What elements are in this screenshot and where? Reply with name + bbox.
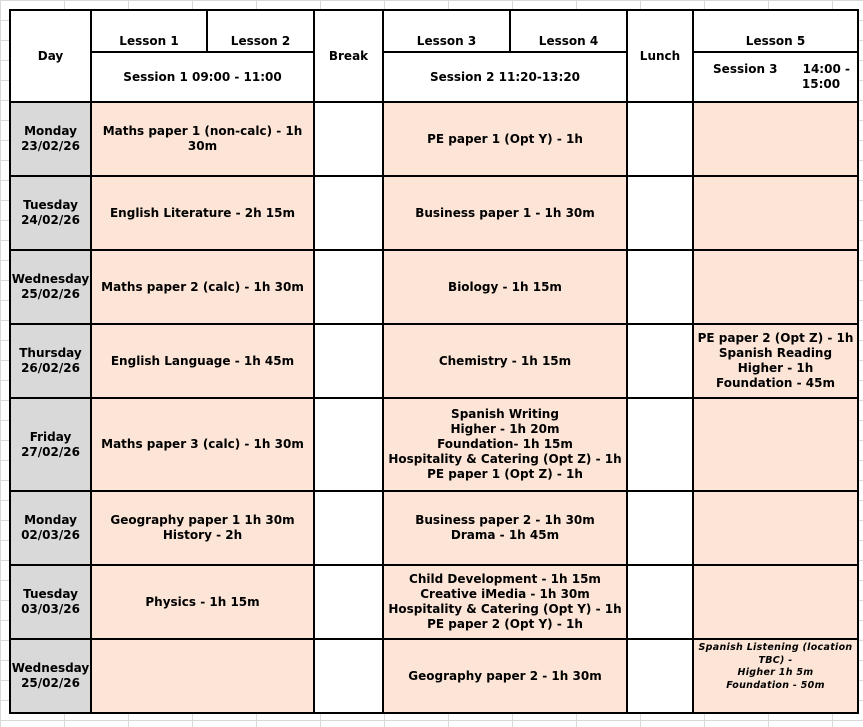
day-cell[interactable] xyxy=(10,176,91,250)
exam-line: Higher - 1h 20m xyxy=(450,422,560,436)
exam-line: Creative iMedia - 1h 30m xyxy=(420,587,590,601)
exam-line: History - 2h xyxy=(162,528,243,542)
header-lunch[interactable]: Lunch xyxy=(627,10,693,102)
day-date: 25/02/26 xyxy=(21,287,80,301)
break-cell[interactable] xyxy=(314,639,383,713)
exam-timetable xyxy=(9,9,859,714)
day-name: Friday xyxy=(29,429,72,444)
break-cell[interactable] xyxy=(314,398,383,491)
session-2-cell[interactable] xyxy=(383,102,627,176)
day-cell[interactable] xyxy=(10,250,91,324)
session-3-cell[interactable] xyxy=(693,565,858,639)
lunch-cell[interactable] xyxy=(627,565,693,639)
day-cell[interactable] xyxy=(10,102,91,176)
session-2-cell[interactable] xyxy=(383,176,627,250)
session-2-cell[interactable] xyxy=(383,639,627,713)
header-day[interactable]: Day xyxy=(10,10,91,102)
exam-line: Child Development - 1h 15m xyxy=(409,572,601,586)
session-3-cell[interactable] xyxy=(693,176,858,250)
break-cell[interactable] xyxy=(314,250,383,324)
header-session-2[interactable]: Session 2 11:20-13:20 xyxy=(383,52,627,102)
day-cell[interactable] xyxy=(10,491,91,565)
exam-line: Drama - 1h 45m xyxy=(450,528,560,542)
day-cell[interactable] xyxy=(10,398,91,491)
lunch-cell[interactable] xyxy=(627,250,693,324)
exam-line: Foundation- 1h 15m xyxy=(437,437,573,451)
exam-line: PE paper 1 (Opt Y) - 1h xyxy=(427,131,583,146)
exam-line: Business paper 2 - 1h 30m xyxy=(415,513,595,527)
header-lesson-4[interactable]: Lesson 4 xyxy=(510,10,627,52)
break-cell[interactable] xyxy=(314,176,383,250)
session-2-cell[interactable] xyxy=(383,324,627,398)
day-date: 25/02/26 xyxy=(21,676,80,690)
day-name: Monday xyxy=(24,124,77,138)
exam-line: Spanish Writing xyxy=(451,407,559,421)
day-cell[interactable] xyxy=(10,639,91,713)
exam-line: Biology - 1h 15m xyxy=(448,279,562,294)
exam-line: English Language - 1h 45m xyxy=(110,353,295,368)
exam-line: PE paper 2 (Opt Z) - 1h xyxy=(697,331,854,345)
break-cell[interactable] xyxy=(314,491,383,565)
session-1-cell[interactable] xyxy=(91,102,314,176)
session-1-cell[interactable] xyxy=(91,176,314,250)
session-2-cell[interactable] xyxy=(383,565,627,639)
table-row xyxy=(10,324,858,398)
header-session-3-line-1: Session 3 14:00 - xyxy=(713,62,850,76)
exam-line: Higher 1h 5m xyxy=(737,667,814,678)
exam-line: Spanish Listening (location TBC) - xyxy=(698,642,853,666)
session-3-cell[interactable] xyxy=(693,324,858,398)
lunch-cell[interactable] xyxy=(627,176,693,250)
day-date: 03/03/26 xyxy=(21,602,80,616)
table-row xyxy=(10,491,858,565)
lunch-cell[interactable] xyxy=(627,324,693,398)
break-cell[interactable] xyxy=(314,565,383,639)
table-row xyxy=(10,639,858,713)
header-session-3-line-2: 15:00 xyxy=(801,77,841,91)
day-date: 02/03/26 xyxy=(21,528,80,542)
session-1-cell[interactable] xyxy=(91,324,314,398)
session-1-cell[interactable] xyxy=(91,565,314,639)
break-cell[interactable] xyxy=(314,324,383,398)
exam-line: PE paper 1 (Opt Z) - 1h xyxy=(427,467,583,481)
table-row xyxy=(10,398,858,491)
exam-line: Foundation - 45m xyxy=(716,376,835,390)
day-cell[interactable] xyxy=(10,565,91,639)
header-lesson-5[interactable]: Lesson 5 xyxy=(693,10,858,52)
exam-line: Spanish Reading xyxy=(718,346,833,360)
header-lesson-2[interactable]: Lesson 2 xyxy=(207,10,314,52)
exam-line: Maths paper 2 (calc) - 1h 30m xyxy=(101,279,304,294)
header-session-1[interactable]: Session 1 09:00 - 11:00 xyxy=(91,52,314,102)
exam-line: Chemistry - 1h 15m xyxy=(438,353,572,368)
exam-line: Business paper 1 - 1h 30m xyxy=(415,205,595,220)
day-date: 26/02/26 xyxy=(21,361,80,375)
session-1-cell[interactable] xyxy=(91,491,314,565)
exam-line: Maths paper 3 (calc) - 1h 30m xyxy=(101,437,304,451)
exam-line: Higher - 1h xyxy=(737,361,814,375)
session-3-cell[interactable] xyxy=(693,491,858,565)
exam-line: Geography paper 2 - 1h 30m xyxy=(408,668,602,683)
exam-line: English Literature - 2h 15m xyxy=(109,205,295,220)
session-1-cell[interactable] xyxy=(91,398,314,491)
header-lesson-3[interactable]: Lesson 3 xyxy=(383,10,510,52)
table-row xyxy=(10,176,858,250)
day-date: 27/02/26 xyxy=(21,444,80,459)
session-3-cell[interactable] xyxy=(693,250,858,324)
day-cell[interactable] xyxy=(10,324,91,398)
session-2-cell[interactable] xyxy=(383,491,627,565)
table-row xyxy=(10,565,858,639)
session-2-cell[interactable] xyxy=(383,250,627,324)
lunch-cell[interactable] xyxy=(627,398,693,491)
break-cell[interactable] xyxy=(314,102,383,176)
session-3-cell[interactable] xyxy=(693,102,858,176)
day-name: Monday xyxy=(24,513,77,527)
lunch-cell[interactable] xyxy=(627,491,693,565)
exam-line: Physics - 1h 15m xyxy=(145,594,260,609)
day-name: Wednesday xyxy=(11,661,90,675)
exam-line: Foundation - 50m xyxy=(726,679,825,691)
session-2-cell[interactable] xyxy=(383,398,627,491)
session-1-cell[interactable] xyxy=(91,639,314,713)
day-date: 23/02/26 xyxy=(21,139,80,153)
session-3-cell[interactable] xyxy=(693,639,858,713)
lunch-cell[interactable] xyxy=(627,639,693,713)
table-row xyxy=(10,102,858,176)
day-name: Thursday xyxy=(19,346,82,360)
day-date: 24/02/26 xyxy=(21,213,80,227)
exam-line: Maths paper 1 (non-calc) - 1h 30m xyxy=(102,124,303,153)
header-break[interactable]: Break xyxy=(314,10,383,102)
header-lesson-1[interactable]: Lesson 1 xyxy=(91,10,207,52)
exam-line: Geography paper 1 1h 30m xyxy=(110,513,295,527)
table-row xyxy=(10,250,858,324)
exam-line: PE paper 2 (Opt Y) - 1h xyxy=(427,617,583,631)
exam-line: Hospitality & Catering (Opt Y) - 1h xyxy=(388,602,622,616)
day-name: Wednesday xyxy=(11,272,90,286)
day-name: Tuesday xyxy=(23,587,78,601)
header-session-3[interactable] xyxy=(693,52,858,102)
session-1-cell[interactable] xyxy=(91,250,314,324)
session-3-cell[interactable] xyxy=(693,398,858,491)
day-name: Tuesday xyxy=(23,198,78,212)
exam-line: Hospitality & Catering (Opt Z) - 1h xyxy=(388,452,622,466)
lunch-cell[interactable] xyxy=(627,102,693,176)
